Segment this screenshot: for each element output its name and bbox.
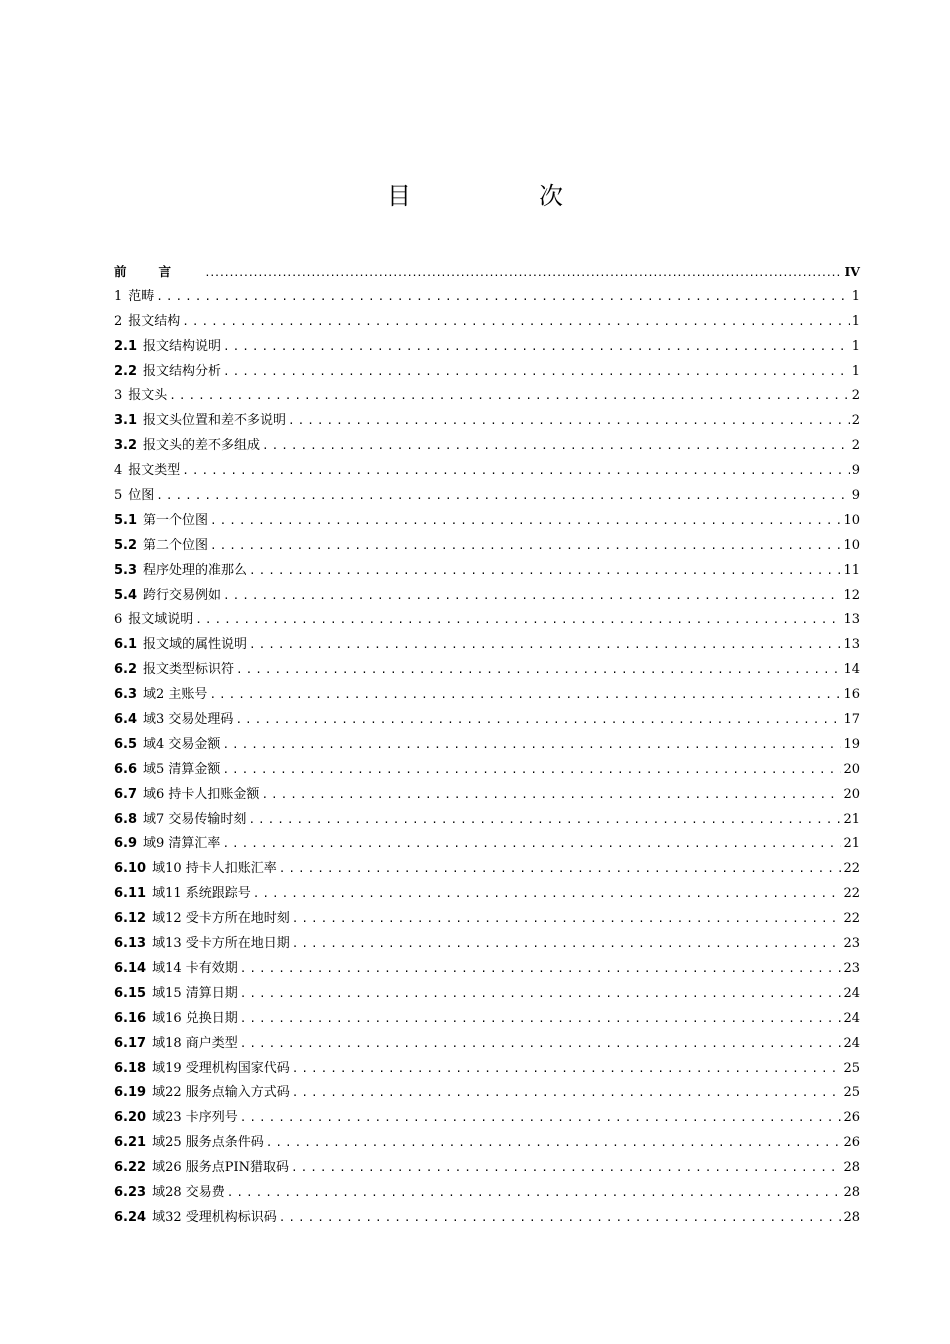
- toc-entry[interactable]: [114, 1206, 860, 1231]
- toc-entry[interactable]: [114, 509, 860, 534]
- toc-entry-label: 域13 受卡方所在地日期: [152, 936, 290, 952]
- toc-dot-leader: [292, 1081, 842, 1106]
- toc-entry-page: 14: [843, 662, 860, 678]
- toc-entry-number: 5: [114, 488, 123, 504]
- toc-entry-label: 报文结构: [128, 313, 181, 329]
- toc-entry[interactable]: [114, 982, 860, 1007]
- toc-entry-label: 第二个位图: [143, 537, 209, 553]
- toc-entry-page: 20: [843, 761, 860, 777]
- toc-dot-leader: [292, 932, 842, 957]
- toc-entry-page: 12: [843, 587, 860, 603]
- toc-entry-page: 24: [843, 1010, 860, 1026]
- toc-entry-label: 域23 卡序列号: [152, 1110, 238, 1126]
- toc-entry-page: 2: [851, 413, 860, 429]
- toc-entry[interactable]: [114, 434, 860, 459]
- toc-entry-number: 1: [114, 288, 123, 304]
- toc-entry-page: 28: [843, 1209, 860, 1225]
- toc-entry[interactable]: [114, 957, 860, 982]
- toc-entry-page: 22: [843, 911, 860, 927]
- toc-entry-page: 24: [843, 985, 860, 1001]
- toc-entry[interactable]: [114, 882, 860, 907]
- toc-entry-page: 1: [851, 338, 860, 354]
- toc-entry-page: 16: [843, 687, 860, 703]
- toc-entry-page: 28: [843, 1184, 860, 1200]
- toc-dot-leader: [292, 907, 842, 932]
- toc-entry[interactable]: [114, 384, 860, 409]
- toc-entry-number: 5.2: [114, 537, 138, 553]
- toc-dot-leader: [279, 1206, 842, 1231]
- toc-entry[interactable]: [114, 285, 860, 310]
- toc-entry-label: 前言: [114, 264, 204, 279]
- toc-entry[interactable]: [114, 310, 860, 335]
- toc-entry-page: 11: [843, 562, 860, 578]
- toc-entry[interactable]: [114, 1156, 860, 1181]
- toc-entry-page: 26: [843, 1110, 860, 1126]
- toc-entry-page: 23: [843, 960, 860, 976]
- toc-entry-label: 报文类型: [128, 463, 181, 479]
- toc-dot-leader: [266, 1131, 842, 1156]
- toc-entry-page: 13: [843, 637, 860, 653]
- toc-dot-leader: [222, 733, 841, 758]
- toc-entry-page: 22: [843, 886, 860, 902]
- toc-entry-number: 3: [114, 388, 123, 404]
- toc-entry-number: 6.15: [114, 985, 147, 1001]
- toc-entry-page: 17: [843, 712, 860, 728]
- toc-dot-leader: [262, 434, 850, 459]
- toc-entry-number: 6.12: [114, 911, 147, 927]
- toc-entry[interactable]: [114, 335, 860, 360]
- toc-entry[interactable]: [114, 907, 860, 932]
- toc-entry-page: 28: [843, 1160, 860, 1176]
- toc-dot-leader: [227, 1181, 842, 1206]
- toc-entry-page: 19: [843, 736, 860, 752]
- toc-dot-leader: [182, 310, 849, 335]
- toc-dot-leader: [292, 1057, 842, 1082]
- toc-dot-leader: [223, 584, 841, 609]
- toc-entry[interactable]: [114, 1106, 860, 1131]
- toc-entry-page: 21: [843, 836, 860, 852]
- toc-entry-page: 9: [851, 488, 860, 504]
- toc-entry-page: IV: [844, 264, 860, 279]
- toc-entry[interactable]: [114, 683, 860, 708]
- toc-entry[interactable]: [114, 409, 860, 434]
- toc-entry-label: 范畴: [128, 288, 155, 304]
- toc-entry-number: 3.2: [114, 438, 138, 454]
- toc-entry-number: 6.2: [114, 662, 138, 678]
- toc-entry-number: 6.5: [114, 736, 138, 752]
- table-of-contents: [114, 260, 860, 1231]
- toc-entry-number: 6.9: [114, 836, 138, 852]
- toc-entry-number: 2.2: [114, 363, 138, 379]
- toc-entry[interactable]: [114, 1032, 860, 1057]
- toc-dot-leader: [253, 882, 842, 907]
- toc-entry[interactable]: [114, 534, 860, 559]
- toc-entry-number: 5.1: [114, 512, 138, 528]
- toc-entry-label: 域28 交易费: [152, 1184, 225, 1200]
- toc-dot-leader: [205, 262, 842, 287]
- toc-entry-label: 域25 服务点条件码: [152, 1135, 264, 1151]
- toc-entry-page: 1: [851, 363, 860, 379]
- toc-entry[interactable]: [114, 783, 860, 808]
- toc-entry[interactable]: [114, 1081, 860, 1106]
- toc-entry-number: 6.21: [114, 1135, 147, 1151]
- toc-entry[interactable]: [114, 708, 860, 733]
- toc-entry-number: 6.20: [114, 1110, 147, 1126]
- toc-entry-number: 6: [114, 612, 123, 628]
- toc-dot-leader: [209, 683, 841, 708]
- toc-dot-leader: [249, 633, 841, 658]
- toc-entry-page: 9: [851, 463, 860, 479]
- toc-dot-leader: [222, 832, 841, 857]
- toc-entry-page: 25: [843, 1060, 860, 1076]
- toc-dot-leader: [240, 1106, 842, 1131]
- toc-entry[interactable]: [114, 484, 860, 509]
- toc-dot-leader: [156, 484, 849, 509]
- toc-entry[interactable]: [114, 1007, 860, 1032]
- toc-entry-label: 报文头: [128, 388, 168, 404]
- toc-entry-label: 跨行交易例如: [143, 587, 222, 603]
- toc-entry-number: 6.1: [114, 637, 138, 653]
- toc-entry-page: 26: [843, 1135, 860, 1151]
- toc-dot-leader: [169, 384, 849, 409]
- toc-entry[interactable]: [114, 758, 860, 783]
- toc-entry-label: 报文域的属性说明: [143, 637, 248, 653]
- toc-entry-label: 域26 服务点PIN猎取码: [152, 1160, 290, 1176]
- toc-dot-leader: [223, 360, 850, 385]
- toc-entry-number: 6.17: [114, 1035, 147, 1051]
- toc-entry[interactable]: [114, 1131, 860, 1156]
- toc-dot-leader: [261, 783, 841, 808]
- toc-entry[interactable]: [114, 360, 860, 385]
- toc-dot-leader: [240, 982, 842, 1007]
- toc-dot-leader: [291, 1156, 841, 1181]
- toc-entry-label: 报文类型标识符: [143, 662, 235, 678]
- toc-entry-label: 域2 主账号: [143, 687, 208, 703]
- toc-entry-page: 1: [851, 313, 860, 329]
- toc-entry[interactable]: [114, 857, 860, 882]
- toc-dot-leader: [182, 459, 849, 484]
- toc-entry-number: 3.1: [114, 413, 138, 429]
- toc-entry-label: 域19 受理机构国家代码: [152, 1060, 290, 1076]
- toc-entry[interactable]: [114, 1181, 860, 1206]
- toc-entry[interactable]: [114, 1057, 860, 1082]
- toc-entry-page: 13: [843, 612, 860, 628]
- toc-dot-leader: [236, 658, 841, 683]
- toc-entry-number: 6.11: [114, 886, 147, 902]
- toc-entry-page: 23: [843, 936, 860, 952]
- page-title: 目 次: [387, 182, 615, 210]
- toc-entry-number: 6.3: [114, 687, 138, 703]
- toc-entry-label: 域6 持卡人扣账金额: [143, 786, 260, 802]
- toc-entry-label: 域5 清算金额: [143, 761, 221, 777]
- toc-entry-number: 6.22: [114, 1160, 147, 1176]
- toc-entry-number: 6.24: [114, 1209, 147, 1225]
- toc-entry-number: 6.14: [114, 960, 147, 976]
- toc-entry-label: 域9 清算汇率: [143, 836, 221, 852]
- toc-entry-number: 6.8: [114, 811, 138, 827]
- toc-entry-page: 2: [851, 388, 860, 404]
- toc-entry-label: 域32 受理机构标识码: [152, 1209, 277, 1225]
- toc-dot-leader: [240, 957, 842, 982]
- toc-dot-leader: [249, 559, 841, 584]
- toc-entry-label: 程序处理的准那么: [143, 562, 248, 578]
- toc-entry-number: 5.3: [114, 562, 138, 578]
- toc-entry-number: 6.10: [114, 861, 147, 877]
- toc-entry-number: 2: [114, 313, 123, 329]
- toc-dot-leader: [223, 335, 850, 360]
- toc-entry-label: 报文域说明: [128, 612, 194, 628]
- toc-entry-label: 域12 受卡方所在地时刻: [152, 911, 290, 927]
- toc-entry-number: 6.7: [114, 786, 138, 802]
- toc-entry-page: 1: [851, 288, 860, 304]
- toc-dot-leader: [288, 409, 850, 434]
- toc-dot-leader: [235, 708, 841, 733]
- toc-entry-label: 报文结构说明: [143, 338, 222, 354]
- toc-entry-label: 域18 商户类型: [152, 1035, 238, 1051]
- toc-entry-number: 6.23: [114, 1184, 147, 1200]
- toc-dot-leader: [210, 534, 841, 559]
- toc-entry-number: 6.13: [114, 936, 147, 952]
- toc-entry[interactable]: [114, 608, 860, 633]
- toc-entry-page: 20: [843, 786, 860, 802]
- toc-entry[interactable]: [114, 832, 860, 857]
- toc-entry-page: 2: [851, 438, 860, 454]
- toc-entry[interactable]: [114, 932, 860, 957]
- toc-entry[interactable]: [114, 808, 860, 833]
- toc-entry[interactable]: [114, 733, 860, 758]
- toc-entry-label: 域4 交易金额: [143, 736, 221, 752]
- toc-entry[interactable]: [114, 559, 860, 584]
- toc-entry-label: 位图: [128, 488, 155, 504]
- toc-entry-label: 报文头位置和差不多说明: [143, 413, 287, 429]
- toc-dot-leader: [156, 285, 849, 310]
- toc-entry[interactable]: [114, 260, 860, 285]
- toc-entry[interactable]: [114, 658, 860, 683]
- toc-entry-label: 域10 持卡人扣账汇率: [152, 861, 277, 877]
- toc-dot-leader: [248, 808, 841, 833]
- toc-dot-leader: [240, 1032, 842, 1057]
- toc-entry-label: 报文结构分析: [143, 363, 222, 379]
- toc-dot-leader: [195, 608, 841, 633]
- toc-entry-label: 域11 系统跟踪号: [152, 886, 251, 902]
- toc-entry-label: 域7 交易传输时刻: [143, 811, 247, 827]
- toc-dot-leader: [240, 1007, 842, 1032]
- toc-entry[interactable]: [114, 459, 860, 484]
- toc-entry-page: 22: [843, 861, 860, 877]
- toc-dot-leader: [210, 509, 841, 534]
- toc-entry-number: 4: [114, 463, 123, 479]
- toc-entry-number: 2.1: [114, 338, 138, 354]
- toc-entry-label: 第一个位图: [143, 512, 209, 528]
- toc-entry-label: 报文头的差不多组成: [143, 438, 261, 454]
- toc-entry-number: 5.4: [114, 587, 138, 603]
- toc-entry-label: 域16 兑换日期: [152, 1010, 238, 1026]
- toc-entry-number: 6.4: [114, 712, 138, 728]
- toc-entry[interactable]: [114, 633, 860, 658]
- toc-entry[interactable]: [114, 584, 860, 609]
- toc-entry-number: 6.6: [114, 761, 138, 777]
- toc-entry-number: 6.16: [114, 1010, 147, 1026]
- toc-entry-label: 域3 交易处理码: [143, 712, 234, 728]
- toc-entry-page: 21: [843, 811, 860, 827]
- toc-entry-label: 域15 清算日期: [152, 985, 238, 1001]
- toc-entry-page: 10: [843, 537, 860, 553]
- toc-entry-page: 25: [843, 1085, 860, 1101]
- toc-entry-page: 24: [843, 1035, 860, 1051]
- toc-entry-label: 域22 服务点输入方式码: [152, 1085, 290, 1101]
- toc-dot-leader: [279, 857, 842, 882]
- toc-entry-number: 6.19: [114, 1085, 147, 1101]
- toc-entry-page: 10: [843, 512, 860, 528]
- toc-entry-label: 域14 卡有效期: [152, 960, 238, 976]
- toc-entry-number: 6.18: [114, 1060, 147, 1076]
- toc-dot-leader: [222, 758, 841, 783]
